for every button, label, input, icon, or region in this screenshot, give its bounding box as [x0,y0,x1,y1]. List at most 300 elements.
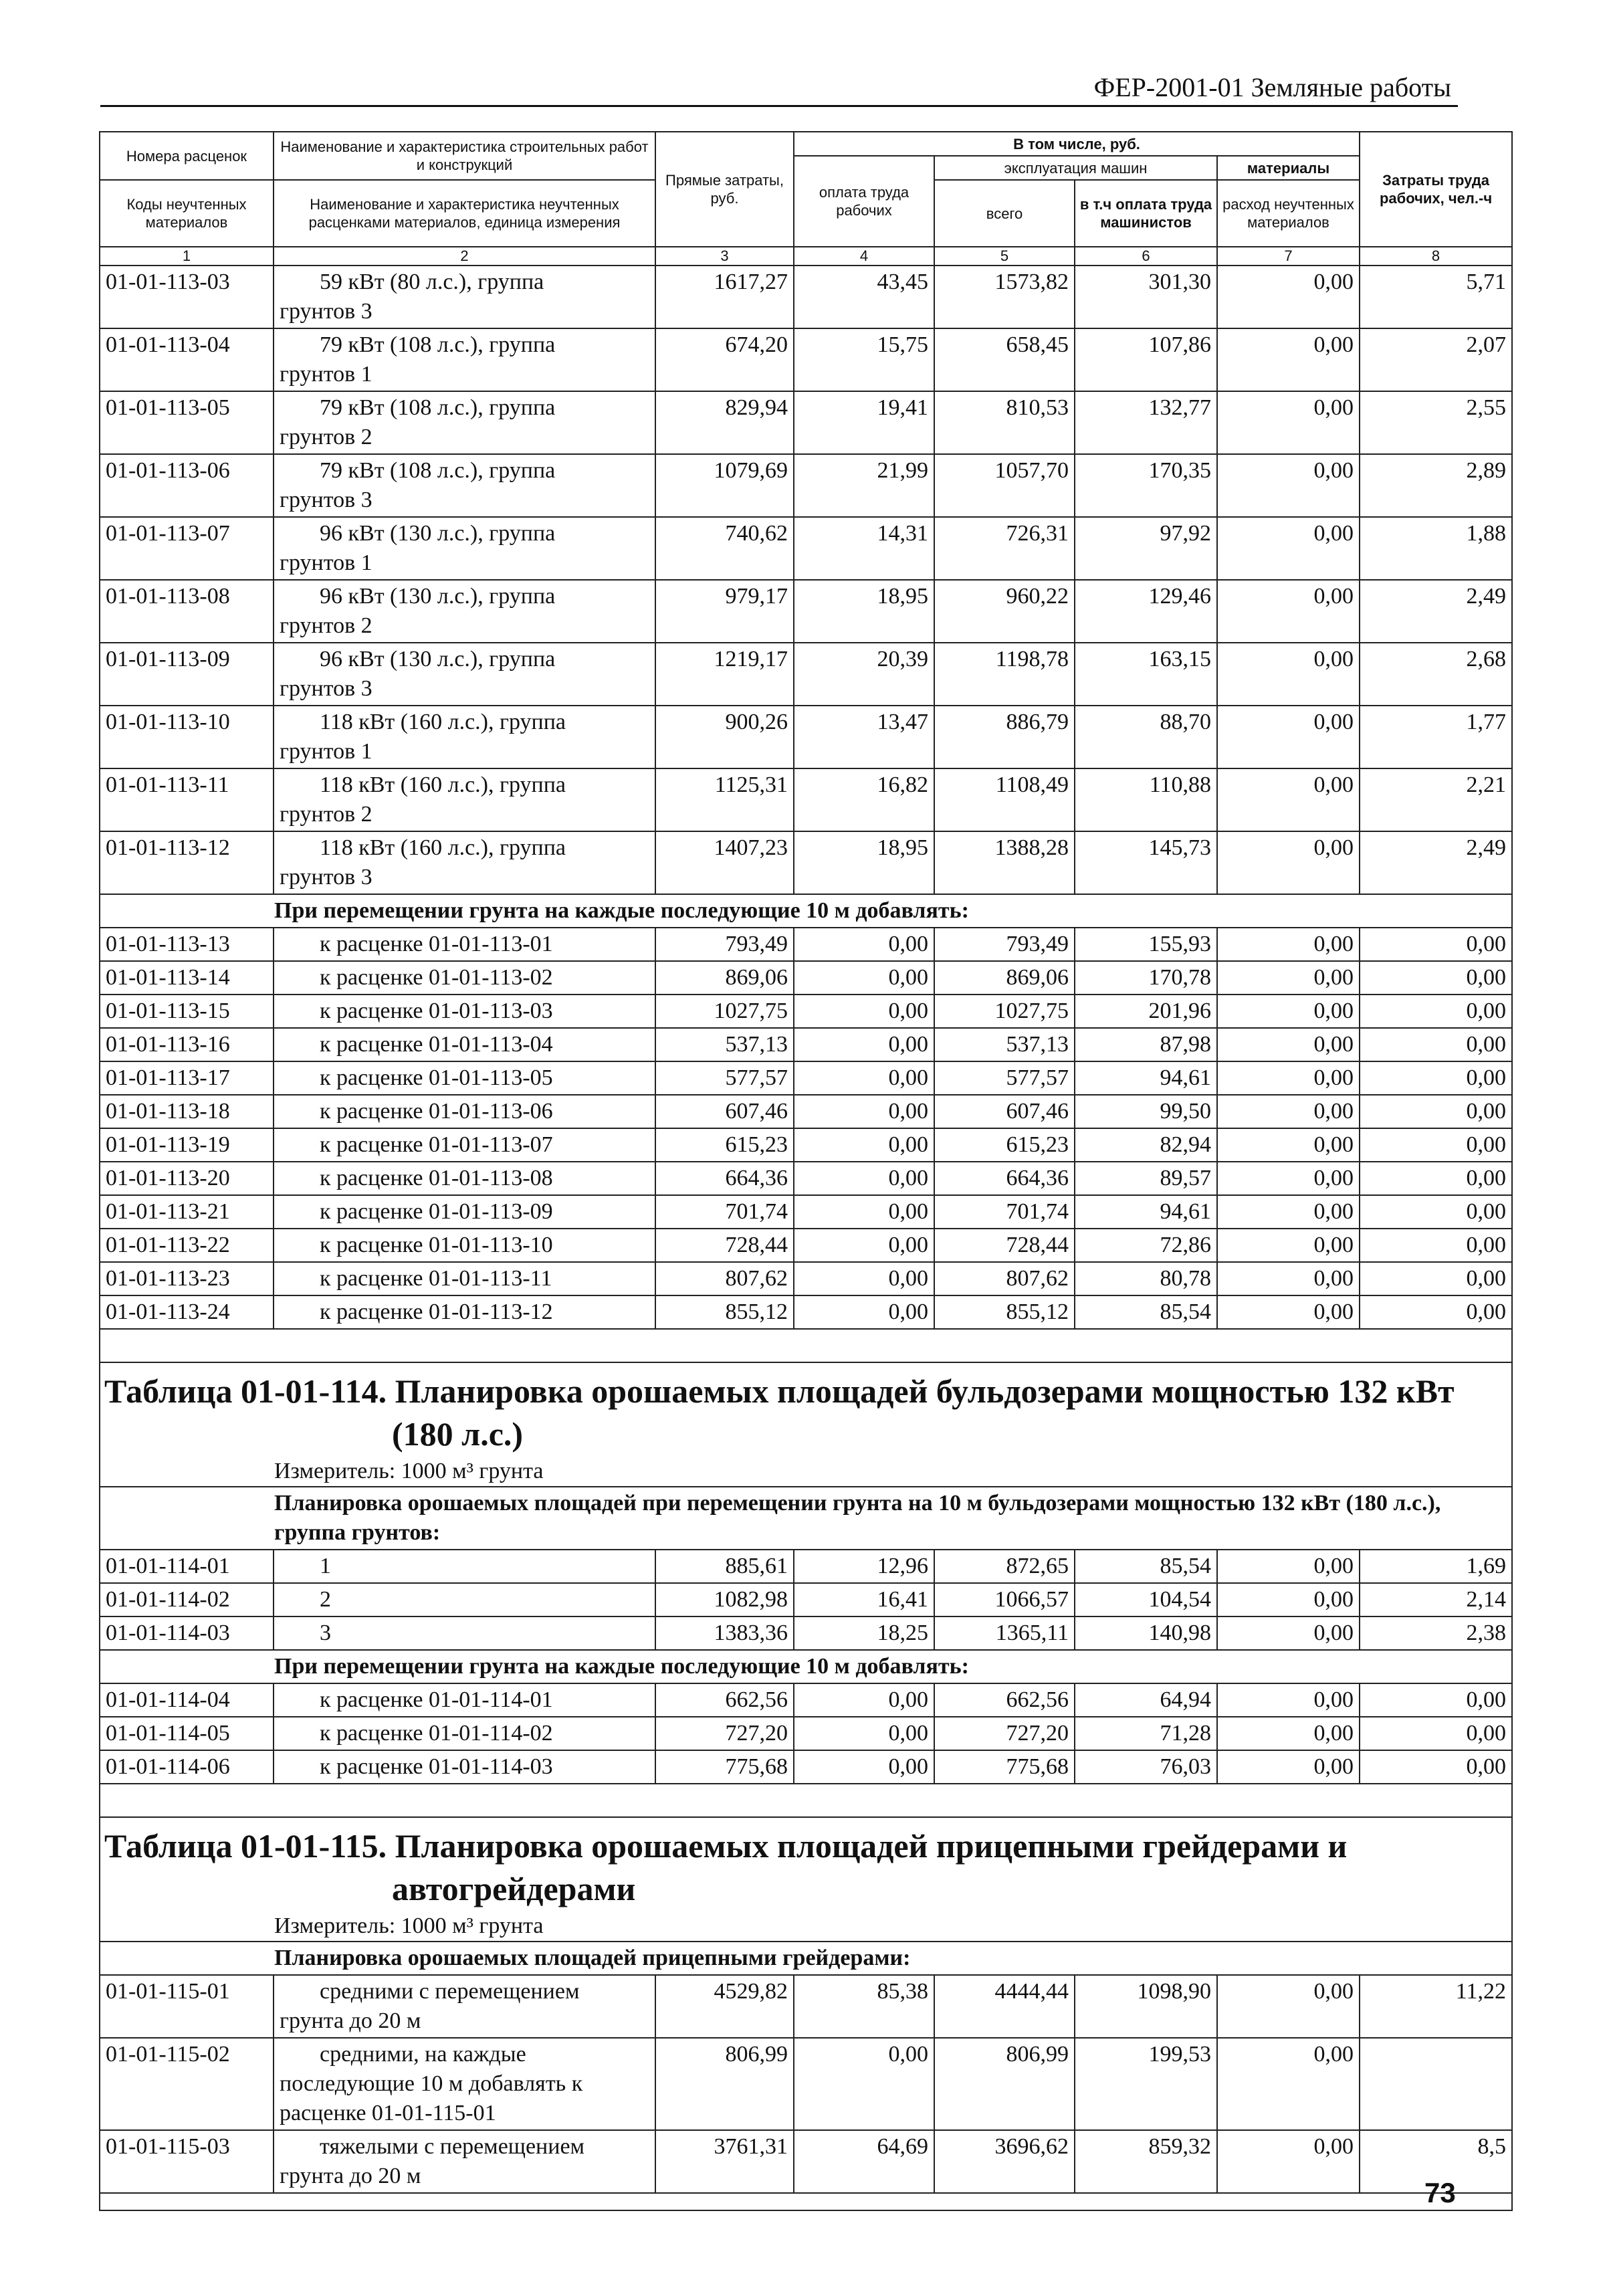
col-material-codes: Коды неучтенных материалов [100,180,274,247]
cell-hours: 0,00 [1360,1717,1512,1750]
cell-name: 1 [274,1550,655,1583]
cell-mat: 0,00 [1217,643,1360,706]
table-row [100,706,1512,768]
cell-mach_labor: 94,61 [1075,1195,1217,1229]
table-gap [100,1784,1512,1817]
cell-labor: 85,38 [794,1975,934,2038]
cell-mat: 0,00 [1217,706,1360,768]
cell-hours: 2,07 [1360,328,1512,391]
cell-mach: 664,36 [934,1162,1075,1195]
cell-mach_labor: 94,61 [1075,1061,1217,1095]
cell-mach_labor: 201,96 [1075,995,1217,1028]
cell-direct: 900,26 [655,706,794,768]
cell-mach: 1057,70 [934,454,1075,517]
table-header [100,132,1512,266]
cell-code: 01-01-113-18 [100,1095,274,1128]
cell-mach: 855,12 [934,1295,1075,1329]
rate-name-line: грунтов 1 [280,362,372,387]
rate-name-line: грунтов 2 [280,613,372,638]
cell-mat: 0,00 [1217,1262,1360,1295]
table-row [100,1128,1512,1162]
col-worker-pay: оплата труда рабочих [794,156,934,247]
table-row [100,1583,1512,1616]
running-title: ФЕР-2001-01 Земляные работы [1093,72,1451,102]
cell-mach_labor: 85,54 [1075,1295,1217,1329]
cell-mach: 1198,78 [934,643,1075,706]
cell-mach: 869,06 [934,961,1075,995]
cell-code: 01-01-113-12 [100,831,274,894]
cell-mat: 0,00 [1217,1975,1360,2038]
table-row [100,266,1512,328]
cell-hours: 0,00 [1360,1028,1512,1061]
cell-direct: 727,20 [655,1717,794,1750]
cell-code: 01-01-114-05 [100,1717,274,1750]
cell-mach_labor: 80,78 [1075,1262,1217,1295]
cell-mach_labor: 199,53 [1075,2038,1217,2130]
cell-mach: 793,49 [934,928,1075,961]
cell-direct: 1617,27 [655,266,794,328]
cell-code: 01-01-113-19 [100,1128,274,1162]
cell-mach_labor: 64,94 [1075,1683,1217,1717]
cell-labor: 16,82 [794,768,934,831]
cell-labor: 15,75 [794,328,934,391]
table-row [100,1028,1512,1061]
cell-direct: 4529,82 [655,1975,794,2038]
cell-mat: 0,00 [1217,1750,1360,1784]
cell-name: к расценке 01-01-113-04 [274,1028,655,1061]
cell-direct: 3761,31 [655,2130,794,2193]
table-row [100,1262,1512,1295]
cell-name: к расценке 01-01-113-01 [274,928,655,961]
table-row [100,995,1512,1028]
cell-labor: 0,00 [794,1229,934,1262]
cell-direct: 664,36 [655,1162,794,1195]
section-header [100,1650,1512,1683]
table-114-body [100,1329,1512,1784]
subheader-text: Планировка орошаемых площадей прицепными грейдерами: [100,1942,1512,1975]
cell-code: 01-01-113-14 [100,961,274,995]
cell-mach: 775,68 [934,1750,1075,1784]
table-title [100,1362,1512,1487]
cell-hours: 2,49 [1360,831,1512,894]
cell-labor: 0,00 [794,1750,934,1784]
rate-name-line: грунтов 3 [280,676,372,701]
gap-cell [100,1784,1512,1817]
cell-code: 01-01-113-06 [100,454,274,517]
cell-mach_labor: 110,88 [1075,768,1217,831]
cell-code: 01-01-113-07 [100,517,274,580]
cell-name: к расценке 01-01-113-10 [274,1229,655,1262]
cell-hours: 0,00 [1360,1262,1512,1295]
cell-code: 01-01-113-17 [100,1061,274,1095]
cell-hours: 0,00 [1360,1095,1512,1128]
cell-hours: 11,22 [1360,1975,1512,2038]
cell-mat: 0,00 [1217,2038,1360,2130]
cell-code: 01-01-113-05 [100,391,274,454]
cell-code: 01-01-113-09 [100,643,274,706]
cell-name [274,328,655,391]
table-title-line: Таблица 01-01-115. Планировка орошаемых площадей прицепными грейдерами и [104,1827,1348,1865]
table-title-text [100,1818,1511,1911]
cell-mach_labor: 72,86 [1075,1229,1217,1262]
table-title [100,1817,1512,1942]
cell-direct: 674,20 [655,328,794,391]
cell-labor: 0,00 [794,1683,934,1717]
cell-hours: 5,71 [1360,266,1512,328]
rate-name-line: 79 кВт (108 л.с.), группа [320,458,556,483]
table-row [100,391,1512,454]
cell-hours: 1,77 [1360,706,1512,768]
cell-mach_labor: 82,94 [1075,1128,1217,1162]
cell-mat: 0,00 [1217,1616,1360,1650]
cell-mach: 728,44 [934,1229,1075,1262]
cell-mach_labor: 163,15 [1075,643,1217,706]
cell-direct: 885,61 [655,1550,794,1583]
cell-labor: 0,00 [794,1061,934,1095]
cell-mat: 0,00 [1217,1128,1360,1162]
cell-hours: 2,21 [1360,768,1512,831]
table-row [100,328,1512,391]
cell-mach: 3696,62 [934,2130,1075,2193]
cell-mach_labor: 859,32 [1075,2130,1217,2193]
cell-code: 01-01-114-06 [100,1750,274,1784]
cell-hours: 2,68 [1360,643,1512,706]
column-numbers-row: 1 2 3 4 5 6 7 8 [100,247,1512,266]
rate-name-line: грунтов 1 [280,550,372,575]
cell-mach_labor: 170,78 [1075,961,1217,995]
cell-code: 01-01-113-20 [100,1162,274,1195]
page-number: 73 [1424,2177,1456,2208]
cell-labor: 18,25 [794,1616,934,1650]
cell-hours: 2,89 [1360,454,1512,517]
cell-mach: 806,99 [934,2038,1075,2130]
cell-direct: 1219,17 [655,643,794,706]
cell-labor: 19,41 [794,391,934,454]
cell-mach_labor: 89,57 [1075,1162,1217,1195]
cell-code: 01-01-113-04 [100,328,274,391]
cell-code: 01-01-114-03 [100,1616,274,1650]
cell-direct: 1383,36 [655,1616,794,1650]
cell-mach_labor: 1098,90 [1075,1975,1217,2038]
cell-mat: 0,00 [1217,961,1360,995]
cell-mach: 607,46 [934,1095,1075,1128]
rate-name-line: тяжелыми с перемещением [320,2134,585,2159]
col-materials: материалы [1217,156,1360,180]
table-row [100,1162,1512,1195]
cell-labor: 0,00 [794,1262,934,1295]
cell-direct: 740,62 [655,517,794,580]
table-row [100,1683,1512,1717]
cell-labor: 0,00 [794,1028,934,1061]
cell-name: к расценке 01-01-114-02 [274,1717,655,1750]
cell-direct: 1027,75 [655,995,794,1028]
cell-mat: 0,00 [1217,995,1360,1028]
cell-mat: 0,00 [1217,1683,1360,1717]
cell-mach: 1066,57 [934,1583,1075,1616]
table-title-line: автогрейдерами [392,1870,636,1907]
rate-name-line: 59 кВт (80 л.с.), группа [320,270,544,294]
table-title-line: Таблица 01-01-114. Планировка орошаемых площадей бульдозерами мощностью 132 кВт [104,1372,1455,1410]
cell-mach_labor: 87,98 [1075,1028,1217,1061]
cell-name: 3 [274,1616,655,1650]
measure-unit: Измеритель: 1000 м³ грунта [274,1913,544,1938]
table-row [100,928,1512,961]
cell-mach_labor: 88,70 [1075,706,1217,768]
cell-code: 01-01-113-21 [100,1195,274,1229]
rate-name-line: 118 кВт (160 л.с.), группа [320,835,566,860]
table-title-text [100,1363,1511,1457]
table-gap [100,1329,1512,1362]
cell-mat: 0,00 [1217,1195,1360,1229]
col-group-including: В том числе, руб. [794,132,1360,156]
cell-hours: 0,00 [1360,1229,1512,1262]
cell-mach: 726,31 [934,517,1075,580]
cell-direct: 807,62 [655,1262,794,1295]
table-title-row [100,1817,1512,1942]
cell-mach: 577,57 [934,1061,1075,1095]
cell-name [274,768,655,831]
cell-hours: 0,00 [1360,1195,1512,1229]
cell-labor: 0,00 [794,1162,934,1195]
table-row [100,643,1512,706]
cell-mat: 0,00 [1217,266,1360,328]
cell-direct: 855,12 [655,1295,794,1329]
table-row [100,1750,1512,1784]
table-row [100,1717,1512,1750]
cell-code: 01-01-115-01 [100,1975,274,2038]
cell-mach: 1388,28 [934,831,1075,894]
cell-mach: 658,45 [934,328,1075,391]
cell-mach: 872,65 [934,1550,1075,1583]
rate-name-line: грунтов 3 [280,488,372,512]
cell-direct: 701,74 [655,1195,794,1229]
cell-name [274,517,655,580]
rate-name-line: последующие 10 м добавлять к [280,2071,583,2096]
cell-mach_labor: 132,77 [1075,391,1217,454]
cell-name: к расценке 01-01-113-03 [274,995,655,1028]
cell-mat: 0,00 [1217,328,1360,391]
cell-direct: 728,44 [655,1229,794,1262]
cell-mach_labor: 129,46 [1075,580,1217,643]
cell-code: 01-01-115-02 [100,2038,274,2130]
table-row [100,768,1512,831]
cell-hours: 0,00 [1360,1128,1512,1162]
cell-direct: 1125,31 [655,768,794,831]
cell-code: 01-01-113-15 [100,995,274,1028]
cell-mach: 727,20 [934,1717,1075,1750]
cell-hours: 2,49 [1360,580,1512,643]
cell-name [274,1975,655,2038]
table-row [100,1061,1512,1095]
cell-hours: 0,00 [1360,995,1512,1028]
cell-hours: 0,00 [1360,1162,1512,1195]
table-row [100,580,1512,643]
cell-code: 01-01-113-13 [100,928,274,961]
col-labor-hours: Затраты труда рабочих, чел.-ч [1360,132,1512,247]
cell-labor: 16,41 [794,1583,934,1616]
cell-mach: 1108,49 [934,768,1075,831]
cell-mach_labor: 85,54 [1075,1550,1217,1583]
cell-labor: 21,99 [794,454,934,517]
cell-mach_labor: 71,28 [1075,1717,1217,1750]
table-title-row [100,1362,1512,1487]
subheader [100,1487,1512,1550]
cell-code: 01-01-113-08 [100,580,274,643]
cell-mach: 1365,11 [934,1616,1075,1650]
cell-mat: 0,00 [1217,768,1360,831]
cell-hours: 0,00 [1360,1683,1512,1717]
cell-mach: 615,23 [934,1128,1075,1162]
cell-direct: 775,68 [655,1750,794,1784]
cell-name: к расценке 01-01-114-03 [274,1750,655,1784]
cell-code: 01-01-113-23 [100,1262,274,1295]
rate-name-line: грунтов 3 [280,299,372,324]
cell-labor: 0,00 [794,1128,934,1162]
col-operator-pay: в т.ч оплата труда машинистов [1075,180,1217,247]
cell-mach: 1027,75 [934,995,1075,1028]
rate-name-line: грунтов 1 [280,739,372,764]
table-row [100,961,1512,995]
cell-name [274,391,655,454]
cell-mat: 0,00 [1217,1229,1360,1262]
gap-cell [100,1329,1512,1362]
rates-table [99,131,1513,2211]
cell-mach_labor: 107,86 [1075,328,1217,391]
cell-mach: 960,22 [934,580,1075,643]
cell-name [274,706,655,768]
table-row [100,831,1512,894]
cell-hours: 0,00 [1360,928,1512,961]
table-title-line: (180 л.с.) [392,1415,524,1453]
rate-name-line: 118 кВт (160 л.с.), группа [320,710,566,734]
table-row [100,1095,1512,1128]
cell-name: к расценке 01-01-113-07 [274,1128,655,1162]
cell-labor: 0,00 [794,2038,934,2130]
cell-name: к расценке 01-01-113-12 [274,1295,655,1329]
cell-labor: 64,69 [794,2130,934,2193]
cell-direct: 829,94 [655,391,794,454]
cell-mat: 0,00 [1217,580,1360,643]
cell-hours [1360,2038,1512,2130]
table-row [100,1195,1512,1229]
cell-direct: 537,13 [655,1028,794,1061]
cell-labor: 0,00 [794,928,934,961]
cell-hours: 1,88 [1360,517,1512,580]
rate-name-line: грунтов 2 [280,425,372,449]
cell-direct: 1407,23 [655,831,794,894]
cell-mat: 0,00 [1217,831,1360,894]
page-header [100,70,1458,107]
cell-mat: 0,00 [1217,1162,1360,1195]
cell-code: 01-01-113-10 [100,706,274,768]
section-header [100,894,1512,928]
cell-labor: 0,00 [794,1717,934,1750]
cell-code: 01-01-113-03 [100,266,274,328]
table-row [100,454,1512,517]
cell-hours: 2,55 [1360,391,1512,454]
cell-mach_labor: 99,50 [1075,1095,1217,1128]
cell-code: 01-01-115-03 [100,2130,274,2193]
cell-name: к расценке 01-01-113-08 [274,1162,655,1195]
rate-name-line: грунта до 20 м [280,2008,421,2033]
cell-mat: 0,00 [1217,1717,1360,1750]
cell-code: 01-01-114-04 [100,1683,274,1717]
cell-hours: 8,5 [1360,2130,1512,2193]
cell-labor: 18,95 [794,580,934,643]
rate-name-line: грунта до 20 м [280,2164,421,2188]
table-row [100,1550,1512,1583]
cell-mach_labor: 104,54 [1075,1583,1217,1616]
cell-mat: 0,00 [1217,517,1360,580]
table-row [100,2038,1512,2130]
cell-name [274,580,655,643]
cell-mat: 0,00 [1217,1061,1360,1095]
cell-direct: 662,56 [655,1683,794,1717]
cell-code: 01-01-113-16 [100,1028,274,1061]
cell-direct: 979,17 [655,580,794,643]
cell-name [274,643,655,706]
col-material-usage: расход неучтенных материалов [1217,180,1360,247]
cell-hours: 2,38 [1360,1616,1512,1650]
cell-name: к расценке 01-01-114-01 [274,1683,655,1717]
table-end [100,2193,1512,2210]
cell-hours: 0,00 [1360,961,1512,995]
col-machines-total: всего [934,180,1075,247]
cell-name [274,2130,655,2193]
col-rate-numbers: Номера расценок [100,132,274,180]
cell-name [274,2038,655,2130]
table-row [100,1229,1512,1262]
cell-direct: 806,99 [655,2038,794,2130]
cell-labor: 13,47 [794,706,934,768]
rate-name-line: 118 кВт (160 л.с.), группа [320,772,566,797]
cell-mach: 537,13 [934,1028,1075,1061]
cell-direct: 1082,98 [655,1583,794,1616]
cell-mat: 0,00 [1217,1095,1360,1128]
cell-mach_labor: 140,98 [1075,1616,1217,1650]
cell-mat: 0,00 [1217,1028,1360,1061]
cell-mat: 0,00 [1217,1295,1360,1329]
col-machines: эксплуатация машин [934,156,1217,180]
cell-hours: 1,69 [1360,1550,1512,1583]
cell-code: 01-01-113-11 [100,768,274,831]
cell-hours: 0,00 [1360,1061,1512,1095]
cell-direct: 577,57 [655,1061,794,1095]
table-row [100,1975,1512,2038]
cell-mach: 1573,82 [934,266,1075,328]
cell-mach: 701,74 [934,1195,1075,1229]
cell-name: к расценке 01-01-113-06 [274,1095,655,1128]
cell-mach_labor: 97,92 [1075,517,1217,580]
cell-labor: 12,96 [794,1550,934,1583]
col-direct-costs: Прямые затраты, руб. [655,132,794,247]
cell-labor: 20,39 [794,643,934,706]
cell-mat: 0,00 [1217,1550,1360,1583]
cell-mach: 810,53 [934,391,1075,454]
cell-labor: 14,31 [794,517,934,580]
cell-mach: 4444,44 [934,1975,1075,2038]
section-header-text: При перемещении грунта на каждые последующие 10 м добавлять: [100,894,1512,928]
table-row [100,517,1512,580]
cell-labor: 0,00 [794,995,934,1028]
cell-mach: 662,56 [934,1683,1075,1717]
rate-name-line: 96 кВт (130 л.с.), группа [320,521,556,546]
subheader-text: Планировка орошаемых площадей при перемещении грунта на 10 м бульдозерами мощностью 132 кВт (180 л.с.), группа грунтов: [100,1487,1512,1550]
cell-code: 01-01-113-24 [100,1295,274,1329]
cell-direct: 793,49 [655,928,794,961]
cell-mat: 0,00 [1217,928,1360,961]
cell-labor: 0,00 [794,1295,934,1329]
